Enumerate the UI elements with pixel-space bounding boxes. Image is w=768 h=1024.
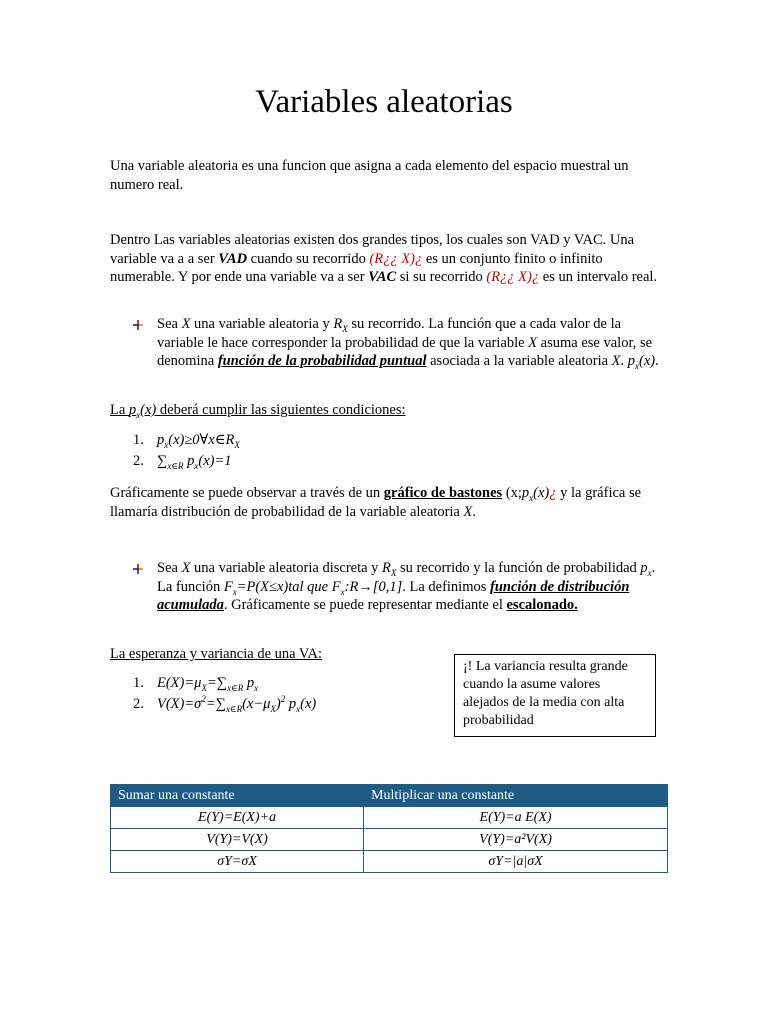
table-row: [111, 851, 668, 873]
variance-note-box: ¡! La variancia resulta grande cuando la asume valores alejados de la media con alta probabilidad: [454, 654, 656, 737]
table-row: [111, 807, 668, 829]
conditions-list: [110, 430, 240, 472]
bullet-point-cumulative-distribution: Sea X una variable aleatoria discreta y $R_X$ su recorrido y la función de probabilidad $p_x$. La función $F_x=P(X\le x)tal$ que $F_x:R\to[0,1]$. La definimos función de distribución acumulada. Gráficamente se puede representar mediante el escalonado.: [157, 560, 656, 613]
table-row: [111, 829, 668, 851]
table-cell: E(Y)=a E(X): [364, 807, 668, 829]
types-paragraph: Dentro Las variables aleatorias existen dos grandes tipos, los cuales son VAD y VAC. Una variable va a a ser VAD cuando su recorrido (R¿¿ X)¿ es un conjunto finito o infinito numerable. Y por ende una variable va a ser VAC si su recorrido (R¿¿ X)¿ es un intervalo real.: [110, 232, 658, 285]
bullet-point-probability-function: Sea X una variable aleatoria y $R_X$ su recorrido. La función que a cada valor de la variable le hace corresponder la probabilidad de que la variable X asuma ese valor, se denomina función de la probabilidad puntual asociada a la variable aleatoria X. $p_x(x)$.: [157, 316, 659, 371]
term-probability-function: función de la probabilidad puntual: [217, 353, 427, 369]
column-header: Sumar una constante: [111, 785, 364, 807]
term-staircase: escalonado.: [506, 597, 578, 613]
page-title: Variables aleatorias: [255, 84, 513, 120]
list-item: 1. $p_x(x)\ge 0\forall x\in R_X$: [133, 432, 240, 450]
term-cumulative-distribution: función de distribución acumulada: [157, 578, 630, 613]
table-cell: σY=σX: [111, 851, 364, 873]
conditions-heading: La $p_x(x)$ deberá cumplir las siguientes condiciones:: [110, 402, 406, 420]
list-item: 1. $E(X)=\mu_X=\sum_{x\in R}$ $p_x$: [133, 675, 259, 693]
table-header-row: [111, 785, 668, 807]
column-header: Multiplicar una constante: [364, 785, 668, 807]
table-cell: V(Y)=a²V(X): [364, 829, 668, 851]
graph-paragraph: Gráficamente se puede observar a través de un gráfico de bastones ($x;p_x(x)¿$ y la gráfica se llamaría distribución de probabilidad de la variable aleatoria X.: [110, 485, 642, 520]
table-cell: V(Y)=V(X): [111, 829, 364, 851]
bullet-icon: [133, 320, 143, 330]
term-bar-graph: gráfico de bastones: [383, 485, 503, 501]
expectation-list: [110, 673, 316, 715]
intro-paragraph: Una variable aleatoria es una funcion que asigna a cada elemento del espacio muestral un numero real.: [110, 158, 629, 193]
list-item: 2. $\sum_{x\in R}$ $p_x(x)=1$: [133, 453, 232, 471]
bullet-icon: [133, 564, 143, 574]
table-cell: σY=|a|σX: [364, 851, 668, 873]
list-item: 2. $V(X)=\sigma^2=\sum_{x\in R}(x-\mu_X)^2$ $p_x(x)$: [133, 694, 317, 714]
table-cell: E(Y)=E(X)+a: [111, 807, 364, 829]
properties-table: [110, 784, 668, 873]
expectation-heading: La esperanza y variancia de una VA:: [110, 646, 323, 662]
